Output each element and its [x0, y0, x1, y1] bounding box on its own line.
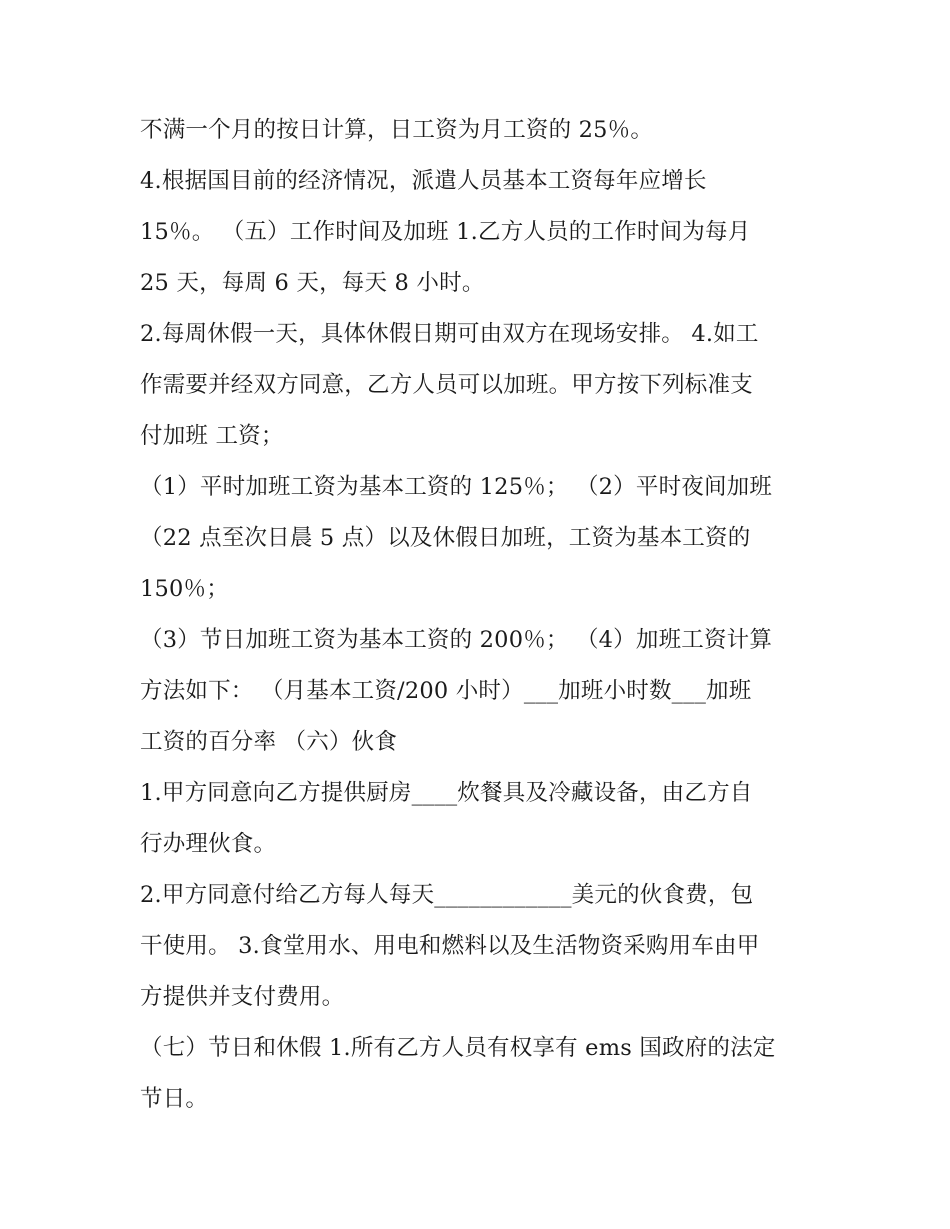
text-line: 4.根据国目前的经济情况，派遣人员基本工资每年应增长: [140, 168, 707, 194]
text-line: 15％。 （五）工作时间及加班 1.乙方人员的工作时间为每月: [140, 219, 751, 245]
text-line: 方提供并支付费用。: [140, 984, 345, 1010]
text-line: 干使用。 3.食堂用水、用电和燃料以及生活物资采购用车由甲: [140, 933, 760, 959]
text-line: 行办理伙食。: [140, 831, 277, 857]
text-line: 1.甲方同意向乙方提供厨房____炊餐具及冷藏设备，由乙方自: [140, 780, 753, 806]
text-line: 2.每周休假一天，具体休假日期可由双方在现场安排。 4.如工: [140, 321, 759, 347]
text-line: （七）节日和休假 1.所有乙方人员有权享有 ems 国政府的法定: [140, 1035, 776, 1061]
text-line: 25 天，每周 6 天，每天 8 小时。: [140, 270, 485, 296]
text-line: （1）平时加班工资为基本工资的 125％； （2）平时夜间加班: [140, 474, 773, 500]
text-line: 作需要并经双方同意，乙方人员可以加班。甲方按下列标准支: [140, 372, 753, 398]
text-line: 节日。: [140, 1086, 209, 1112]
text-line: （22 点至次日晨 5 点）以及休假日加班，工资为基本工资的: [140, 525, 751, 551]
text-line: 2.甲方同意付给乙方每人每天____________美元的伙食费，包: [140, 882, 754, 908]
text-line: 150％；: [140, 576, 229, 602]
text-line: 工资的百分率 （六）伙食: [140, 729, 398, 755]
text-line: 不满一个月的按日计算，日工资为月工资的 25％。: [140, 117, 654, 143]
document-body: [140, 105, 820, 1125]
text-line: 付加班 工资；: [140, 423, 284, 449]
text-line: 方法如下： （月基本工资/200 小时）___加班小时数___加班: [140, 678, 752, 704]
text-line: （3）节日加班工资为基本工资的 200％； （4）加班工资计算: [140, 627, 773, 653]
